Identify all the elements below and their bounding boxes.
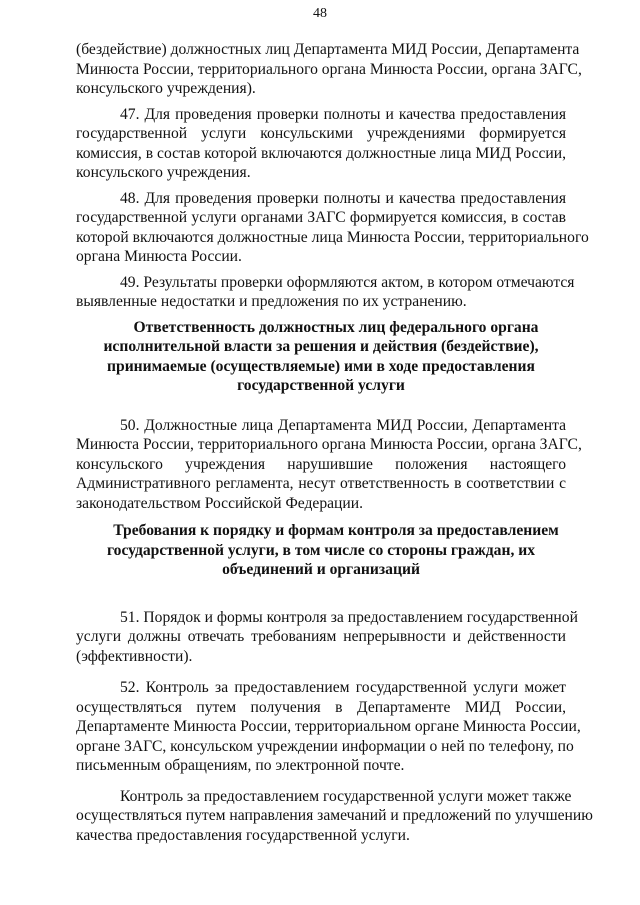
text-line: 51. Порядок и формы контроля за предоставлением государственной (120, 608, 578, 626)
text-line: консульского учреждения). (76, 80, 256, 97)
text-line: (эффективности). (76, 647, 193, 665)
heading-line: Ответственность должностных лиц федерального органа (133, 318, 539, 336)
text-line: (бездействие) должностных лиц Департамента МИД России, Департамента (76, 41, 580, 58)
text-line: консульского учреждения нарушившие положения настоящего (76, 455, 566, 473)
document-body (76, 40, 593, 845)
text-line: Минюста России, территориального органа Минюста России, органа ЗАГС, (76, 436, 582, 453)
paragraph-48 (76, 189, 589, 267)
text-line: Административного регламента, несут ответственность в соответствии с (76, 475, 566, 492)
paragraph-50 (76, 416, 582, 514)
text-line: Контроль за предоставлением государственной услуги может также (120, 787, 572, 805)
text-line: 48. Для проведения проверки полноты и качества предоставления (120, 189, 566, 207)
heading-line: исполнительной власти за решения и действия (бездействие), (103, 338, 539, 355)
text-line: 47. Для проведения проверки полноты и качества предоставления (120, 105, 566, 123)
text-line: осуществляться путем получения в Департаменте МИД России, (76, 698, 566, 716)
text-line: качества предоставления государственной услуги. (76, 826, 410, 844)
heading-line: государственной услуги (237, 377, 405, 394)
text-line: выявленные недостатки и предложения по их устранению. (76, 293, 467, 310)
text-line: услуги должны отвечать требованиям непрерывности и действенности (76, 628, 566, 645)
text-line: органе ЗАГС, консульском учреждении информации о ней по телефону, по (76, 737, 574, 755)
text-line: государственной услуги органами ЗАГС формируется комиссия, в состав (76, 209, 566, 226)
text-line: которой включаются должностные лица Минюста России, территориального (76, 228, 589, 246)
text-line: письменным обращениям, по электронной почте. (76, 757, 405, 774)
paragraph-47 (76, 105, 566, 183)
section-heading (76, 318, 566, 396)
section-heading (76, 521, 566, 580)
heading-line: объединений и организаций (222, 561, 420, 578)
text-line: осуществляться путем направления замечаний и предложений по улучшению (76, 807, 593, 824)
paragraph-46 (76, 40, 582, 99)
text-line: 49. Результаты проверки оформляются актом, в котором отмечаются (120, 273, 575, 291)
text-line: комиссия, в состав которой включаются должностные лица МИД России, (76, 144, 566, 162)
text-line: 52. Контроль за предоставлением государственной услуги может (120, 679, 566, 696)
heading-line: принимаемые (осуществляемые) ими в ходе предоставления (107, 357, 535, 375)
heading-line: Требования к порядку и формам контроля за предоставлением (113, 522, 559, 539)
text-line: Минюста России, территориального органа Минюста России, органа ЗАГС, (76, 60, 582, 78)
paragraph-51 (76, 608, 578, 667)
text-line: государственной услуги консульскими учреждениями формируется (76, 125, 566, 142)
page-number: 48 (313, 6, 327, 21)
heading-line: государственной услуги, в том числе со стороны граждан, их (106, 541, 536, 559)
text-line: Департаменте Минюста России, территориальном органе Минюста России, (76, 718, 581, 735)
paragraph-53 (76, 787, 593, 846)
text-line: консульского учреждения. (76, 164, 251, 181)
text-line: органа Минюста России. (76, 248, 242, 265)
text-line: 50. Должностные лица Департамента МИД России, Департамента (120, 416, 566, 434)
text-line: законодательством Российской Федерации. (76, 494, 363, 512)
paragraph-49 (76, 273, 575, 312)
paragraph-52 (76, 678, 581, 776)
